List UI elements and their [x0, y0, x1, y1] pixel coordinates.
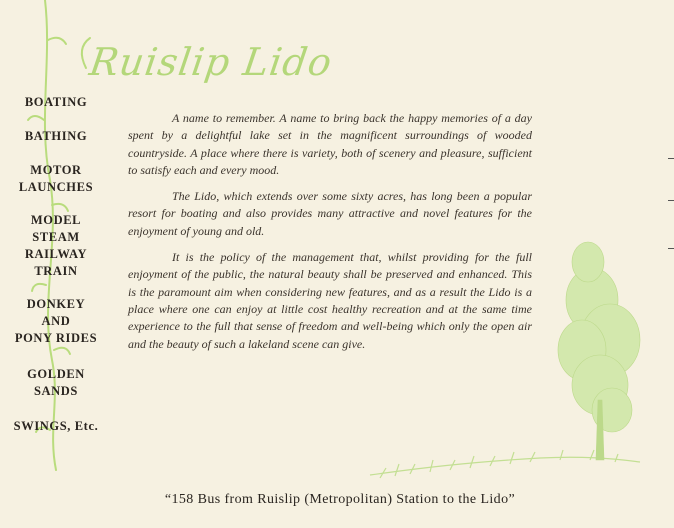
vine-leaf [32, 284, 46, 291]
attraction-item: BOATING [24, 95, 88, 109]
vine-leaf [52, 204, 68, 211]
paragraph: A name to remember. A name to bring back the happy memories of a day spent by a delightful lake set in the magnificent surroundings of wooded countryside. A place where there is variety, both of scenery and pleasure, sufficient to satisfy each and every mood. [128, 111, 532, 177]
attraction-item: SWINGS, Etc. [13, 419, 99, 433]
bus-route-note: “158 Bus from Ruislip (Metropolitan) Station to the Lido” [164, 492, 516, 507]
vine-leaf [54, 348, 70, 354]
paragraph: It is the policy of the management that, whilst providing for the full enjoyment of the public, the natural beauty shall be preserved and enhanced. This is the paramount aim when considering new features, and as a result the Lido is a place where one can enjoy at little cost healthy recreation and at the same time experience to the full that sense of freedom and well-being which only the open air and the beauty of such a lakeland scene can give. [128, 250, 532, 351]
attraction-item: MODEL STEAM RAILWAY TRAIN [24, 213, 88, 278]
vine-leaf [28, 116, 44, 120]
grass-strip [370, 450, 640, 478]
tree [558, 242, 640, 460]
paragraph: The Lido, which extends over some sixty acres, has long been a popular resort for boating and also provides many attractive and novel features for the enjoyment of young and old. [128, 189, 532, 238]
vine-leaf [48, 38, 66, 44]
edge-mark [668, 200, 674, 201]
body-copy [128, 110, 532, 362]
edge-mark [668, 158, 674, 159]
edge-mark [668, 248, 674, 249]
attraction-item: DONKEY AND PONY RIDES [14, 297, 98, 345]
page-title: Ruislip Lido [86, 40, 336, 84]
attraction-item: BATHING [24, 129, 88, 143]
attraction-item: MOTOR LAUNCHES [18, 163, 94, 194]
attraction-item: GOLDEN SANDS [27, 367, 85, 398]
